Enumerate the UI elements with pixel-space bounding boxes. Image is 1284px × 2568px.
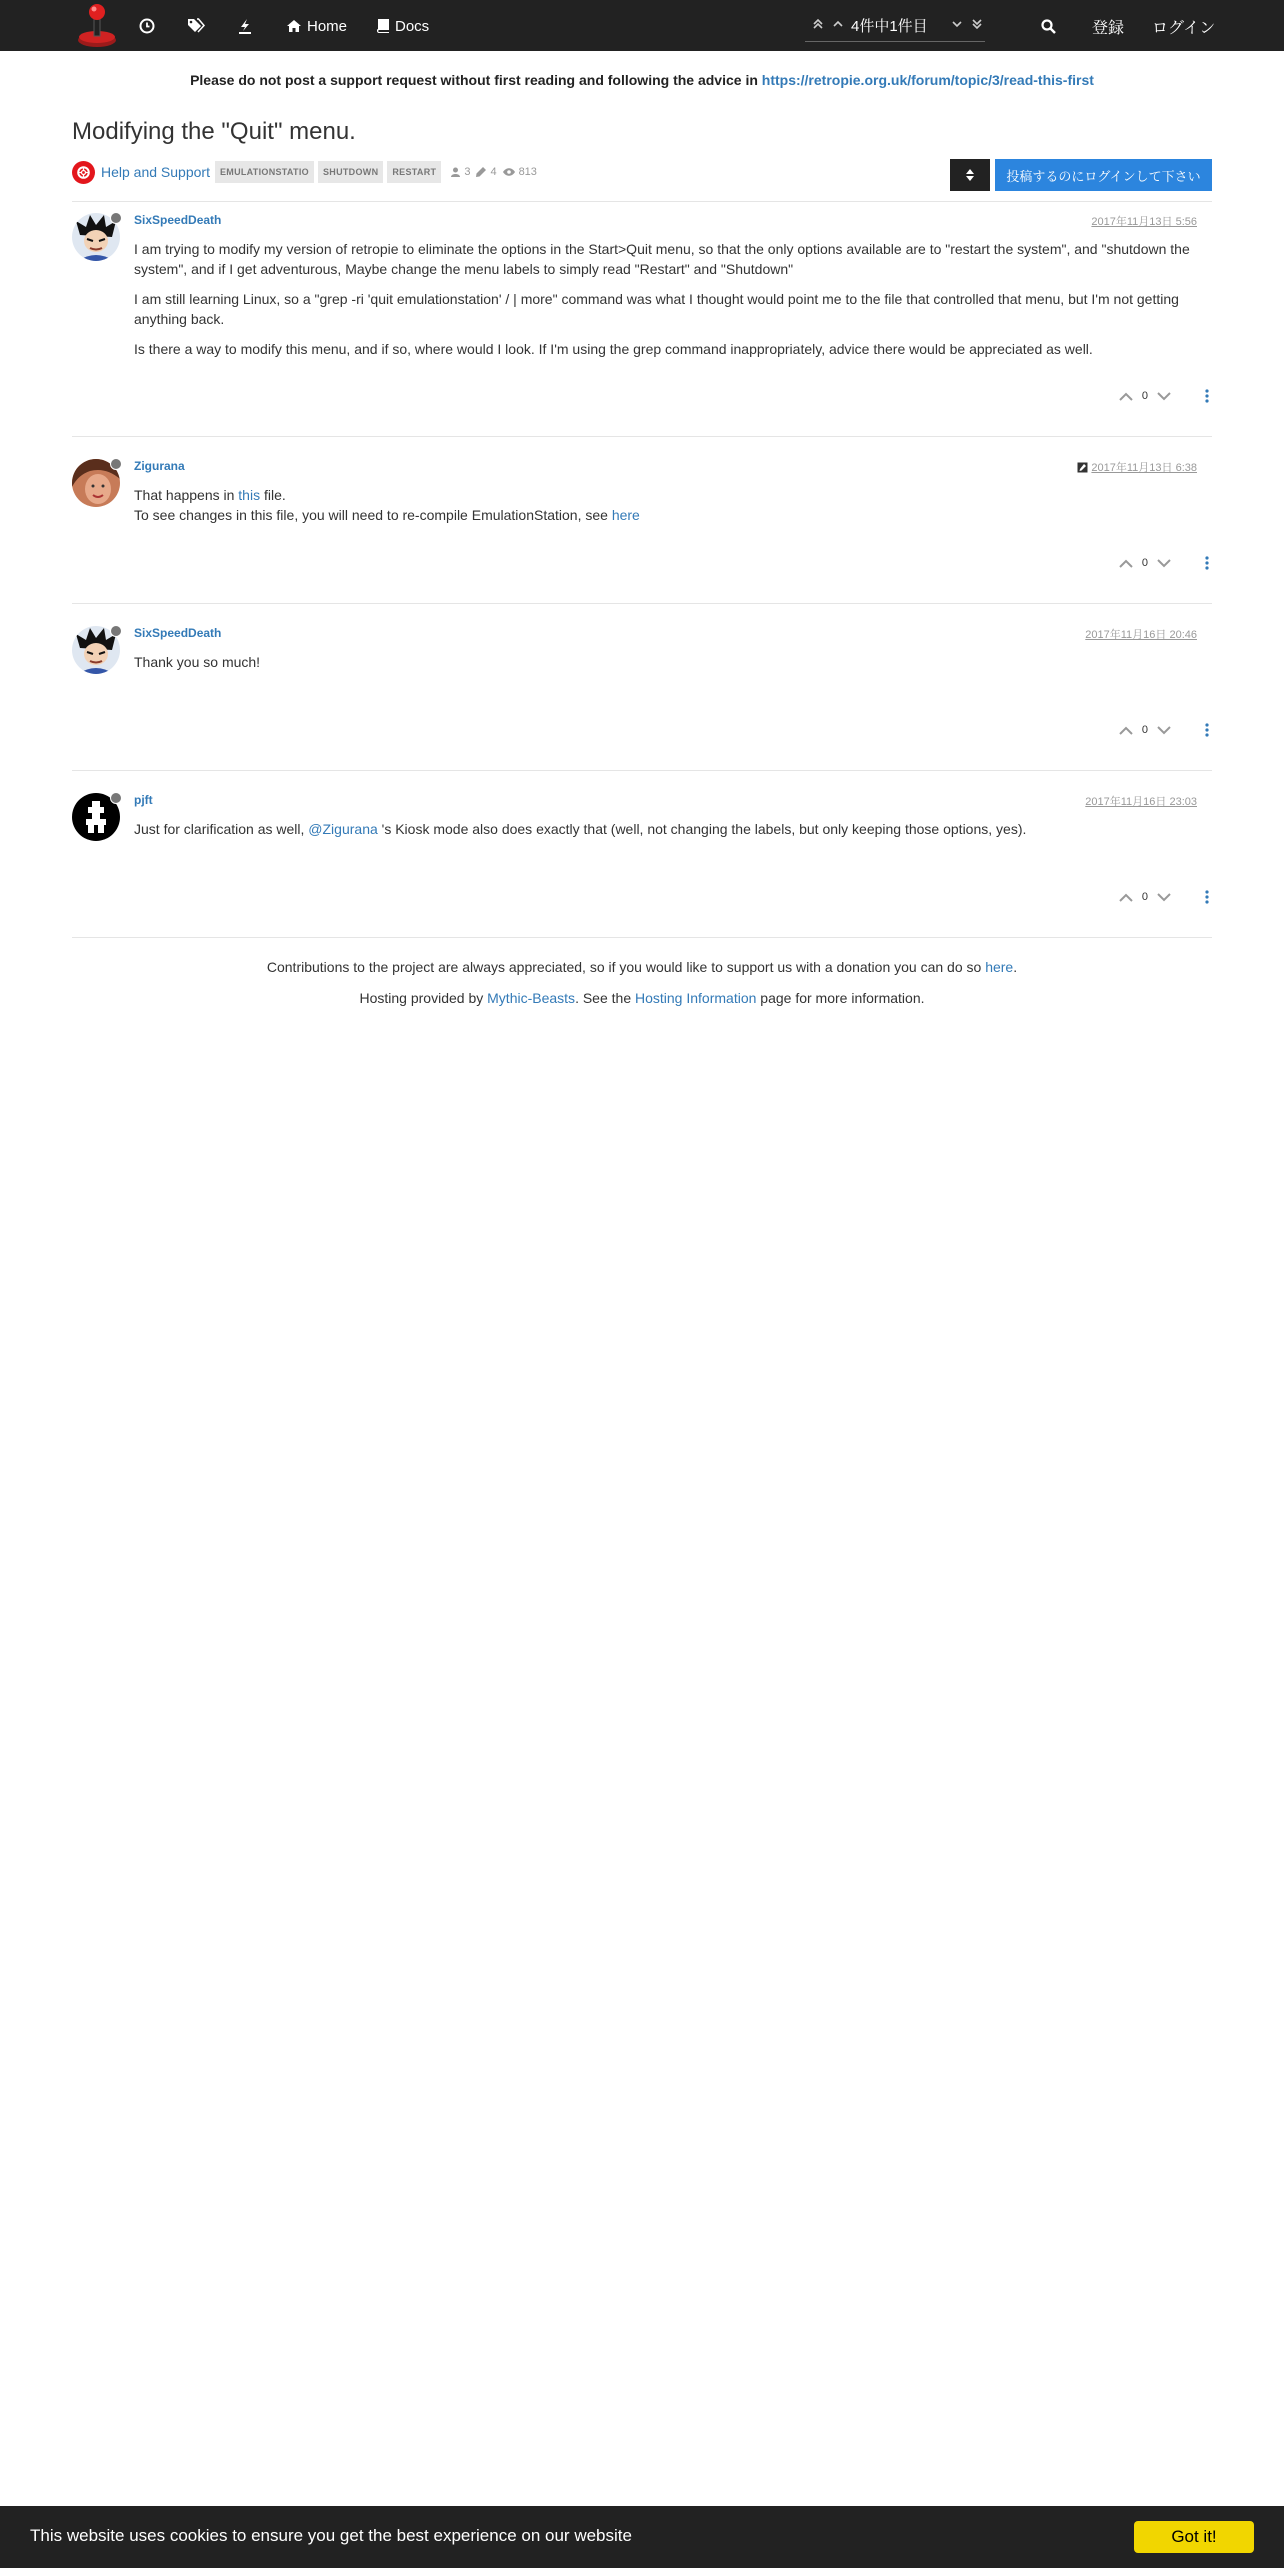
post-timestamp[interactable]: 2017年11月16日 23:03 (1085, 796, 1197, 808)
sort-icon (966, 169, 974, 181)
post-paragraph (134, 819, 1212, 839)
hosting-footer (0, 990, 1284, 1006)
retropie-logo[interactable] (76, 2, 118, 48)
nav-home-link[interactable] (287, 15, 347, 37)
post-votes (1118, 720, 1212, 740)
pager-position-text: 4件中1件目 (851, 18, 928, 35)
notice-link[interactable]: https://retropie.org.uk/forum/topic/3/read-this-first (761, 72, 1094, 88)
donation-footer (0, 959, 1284, 975)
footer-text: . (1013, 959, 1018, 975)
next-post-icon[interactable] (949, 16, 965, 32)
login-link[interactable]: ログイン (1152, 20, 1216, 37)
post-timestamp[interactable]: 2017年11月13日 5:56 (1091, 216, 1197, 228)
recent-clock-icon[interactable] (134, 13, 160, 39)
post-author[interactable]: SixSpeedDeath (134, 626, 222, 640)
post-menu-icon[interactable] (1202, 556, 1212, 570)
divider (72, 937, 1212, 938)
post-pager (805, 8, 985, 42)
upvote-icon[interactable] (1118, 889, 1134, 905)
vote-count: 0 (1141, 891, 1148, 903)
home-icon (287, 20, 301, 32)
user-icon (451, 167, 460, 177)
post-votes (1118, 887, 1212, 907)
topic-title: Modifying the "Quit" menu. (72, 118, 356, 145)
post-votes (1118, 386, 1212, 406)
vote-count: 0 (1141, 390, 1148, 402)
edit-icon (1077, 462, 1088, 473)
offline-status-dot (110, 458, 122, 470)
views-count: 813 (518, 166, 537, 178)
cookie-message: This website uses cookies to ensure you get the best experience on our website (30, 2526, 632, 2545)
vote-count: 0 (1141, 557, 1148, 569)
divider (72, 770, 1212, 771)
post-paragraph: I am still learning Linux, so a "grep -ri 'quit emulationstation' / | more" command was what I thought would point me to the file that controlled that menu, but I'm not getting anything back. (134, 291, 1179, 327)
offline-status-dot (110, 792, 122, 804)
upvote-icon[interactable] (1118, 722, 1134, 738)
eye-icon (503, 168, 515, 176)
last-post-icon[interactable] (969, 16, 985, 32)
offline-status-dot (110, 625, 122, 637)
support-notice (0, 72, 1284, 88)
post-text: That happens in (134, 487, 239, 503)
divider (72, 201, 1212, 202)
this-file-link[interactable]: this (238, 487, 261, 503)
post-menu-icon[interactable] (1202, 389, 1212, 403)
post-content (134, 652, 1212, 682)
post-line (134, 485, 1212, 505)
divider (72, 603, 1212, 604)
post-author[interactable]: pjft (134, 793, 153, 807)
post-text: 's Kiosk mode also does exactly that (well, not changing the labels, but only keeping those options, yes). (377, 821, 1027, 837)
post-menu-icon[interactable] (1202, 890, 1212, 904)
posters-count: 3 (464, 166, 471, 178)
downvote-icon[interactable] (1156, 555, 1172, 571)
navbar (0, 0, 1284, 51)
footer-text: Contributions to the project are always appreciated, so if you would like to support us with a donation you can do so (266, 959, 986, 975)
topic-meta (72, 160, 537, 184)
cookie-banner (0, 2506, 1284, 2568)
post-timestamp[interactable] (1077, 459, 1197, 475)
divider (72, 436, 1212, 437)
notice-text: Please do not post a support request without first reading and following the advice in (190, 72, 762, 88)
previous-post-icon[interactable] (830, 16, 846, 32)
pencil-icon (476, 167, 486, 177)
popular-fire-icon[interactable] (232, 13, 258, 39)
post-timestamp-text: 2017年11月13日 6:38 (1091, 462, 1197, 474)
views-stat (503, 166, 537, 178)
search-icon[interactable] (1035, 13, 1061, 39)
posters-stat (451, 166, 470, 178)
cookie-accept-button[interactable]: Got it! (1134, 2521, 1254, 2553)
tags-icon[interactable] (183, 13, 209, 39)
sort-button[interactable] (950, 159, 990, 191)
donation-link[interactable]: here (985, 959, 1014, 975)
nav-docs-link[interactable] (376, 15, 429, 37)
register-link[interactable]: 登録 (1092, 20, 1125, 37)
post-timestamp[interactable]: 2017年11月16日 20:46 (1085, 629, 1197, 641)
post-line (134, 505, 1212, 525)
downvote-icon[interactable] (1156, 388, 1172, 404)
post-paragraph: I am trying to modify my version of retropie to eliminate the options in the Start>Quit menu, so that the only options available are to "restart the system", and "shutdown the system", and if I get adventurous, Maybe change the menu labels to simply read "Restart" and "Shutdown" (134, 241, 1190, 277)
post-author[interactable]: SixSpeedDeath (134, 213, 222, 227)
upvote-icon[interactable] (1118, 388, 1134, 404)
lifebuoy-icon[interactable] (72, 161, 95, 184)
nav-docs-label: Docs (395, 17, 430, 35)
downvote-icon[interactable] (1156, 889, 1172, 905)
post-content (134, 819, 1212, 849)
here-link[interactable]: here (611, 507, 640, 523)
post-text: file. (260, 487, 286, 503)
post-content (134, 239, 1212, 369)
nav-home-label: Home (307, 17, 348, 35)
upvote-icon[interactable] (1118, 555, 1134, 571)
post-text: To see changes in this file, you will need to re-compile EmulationStation, see (134, 507, 612, 523)
posts-stat (476, 166, 496, 178)
post-votes (1118, 553, 1212, 573)
posts-count: 4 (490, 166, 497, 178)
first-post-icon[interactable] (810, 16, 826, 32)
offline-status-dot (110, 212, 122, 224)
tag-emulationstation[interactable]: EMULATIONSTATIO (215, 161, 314, 183)
post-author[interactable]: Zigurana (134, 459, 185, 473)
user-mention-link[interactable]: @Zigurana (308, 821, 378, 837)
vote-count: 0 (1141, 724, 1148, 736)
post-text: Just for clarification as well, (134, 821, 309, 837)
footer-text: page for more information. (756, 990, 925, 1006)
mythic-beasts-link[interactable]: Mythic-Beasts (487, 990, 576, 1006)
book-icon (376, 19, 389, 33)
login-to-post-button[interactable]: 投稿するのにログインして下さい (995, 159, 1212, 191)
hosting-information-link[interactable]: Hosting Information (635, 990, 757, 1006)
post-menu-icon[interactable] (1202, 723, 1212, 737)
footer-text: . See the (575, 990, 635, 1006)
tag-restart[interactable]: RESTART (387, 161, 441, 183)
category-link[interactable]: Help and Support (101, 164, 210, 180)
downvote-icon[interactable] (1156, 722, 1172, 738)
post-paragraph: Is there a way to modify this menu, and if so, where would I look. If I'm using the grep command inappropriately, advice there would be appreciated as well. (134, 341, 1093, 357)
footer-text: Hosting provided by (359, 990, 488, 1006)
tag-shutdown[interactable]: SHUTDOWN (318, 161, 383, 183)
post-content (134, 485, 1212, 525)
post-paragraph: Thank you so much! (134, 654, 261, 670)
